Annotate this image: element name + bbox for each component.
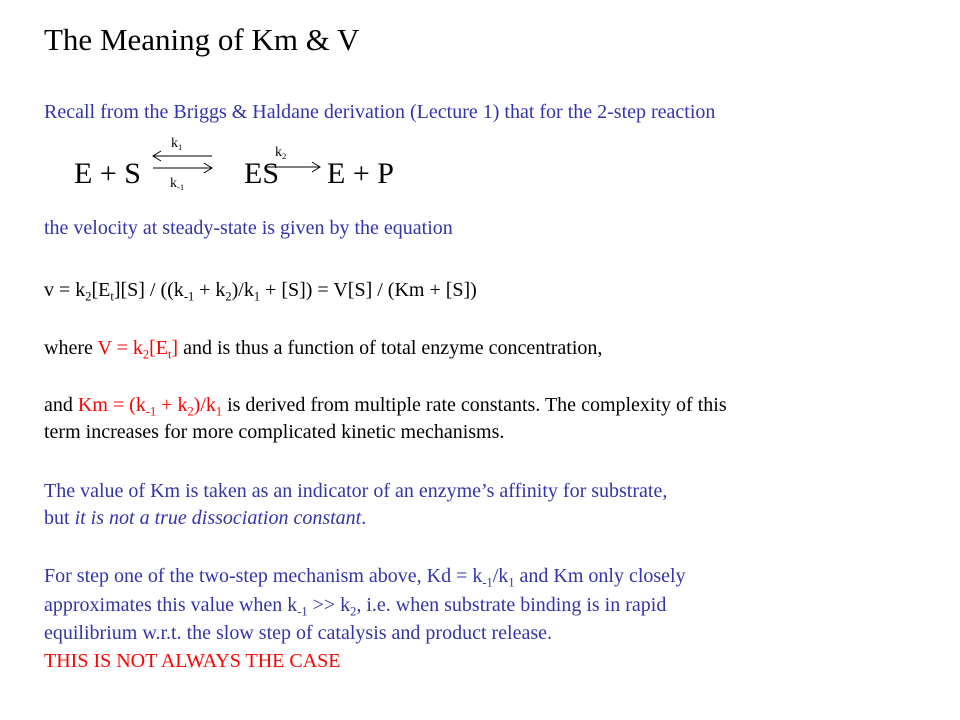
forward-arrow-icon	[266, 161, 322, 173]
km-definition-text: and $Km = (k_{-1} + k_2)/k_1$ is derived from multiple rate constants. The complexity of this	[44, 394, 727, 419]
kd-text-line1: For step one of the two-step mechanism above, $Kd = k_{-1}/k_1$ and Km only closely	[44, 565, 686, 590]
rate-constant-k1: $k_1$	[171, 136, 183, 153]
complex-es: ES	[244, 157, 280, 190]
kd-text-line3: equilibrium w.r.t. the slow step of catalysis and product release.	[44, 622, 553, 644]
steady-state-text: the velocity at steady-state is given by the equation	[44, 217, 453, 239]
warning-text: THIS IS NOT ALWAYS THE CASE	[44, 650, 341, 672]
where-v-text: where $V = k_2[E_t]$ and is thus a function of total enzyme concentration,	[44, 337, 603, 362]
slide-title: The Meaning of Km & V	[44, 22, 360, 57]
v-definition: $V = k_2[E_t]$	[97, 337, 179, 362]
velocity-equation: $v = k_2[E_t][S] / ((k_{-1} + k_2)/k_1 + [S]) = V[S] / (Km + [S])$	[44, 279, 477, 304]
equilibrium-arrows-icon	[152, 150, 214, 174]
kd-text-line2: approximates this value when $k_{-1} >> k_2$, i.e. when substrate binding is in rapid	[44, 594, 667, 619]
rate-constant-k-minus-1: $k_{-1}$	[170, 176, 185, 193]
complexity-text: term increases for more complicated kinetic mechanisms.	[44, 421, 505, 443]
reactant-e-plus-s: E + S	[74, 157, 141, 190]
dissociation-text: but it is not a true dissociation constant.	[44, 507, 367, 529]
recall-text: Recall from the Briggs & Haldane derivation (Lecture 1) that for the 2-step reaction	[44, 101, 716, 123]
affinity-text: The value of Km is taken as an indicator of an enzyme’s affinity for substrate,	[44, 480, 668, 502]
km-definition: $Km = (k_{-1} + k_2)/k_1$	[77, 394, 223, 419]
rate-constant-k2: $k_2$	[275, 145, 287, 162]
product-e-plus-p: E + P	[327, 157, 394, 190]
